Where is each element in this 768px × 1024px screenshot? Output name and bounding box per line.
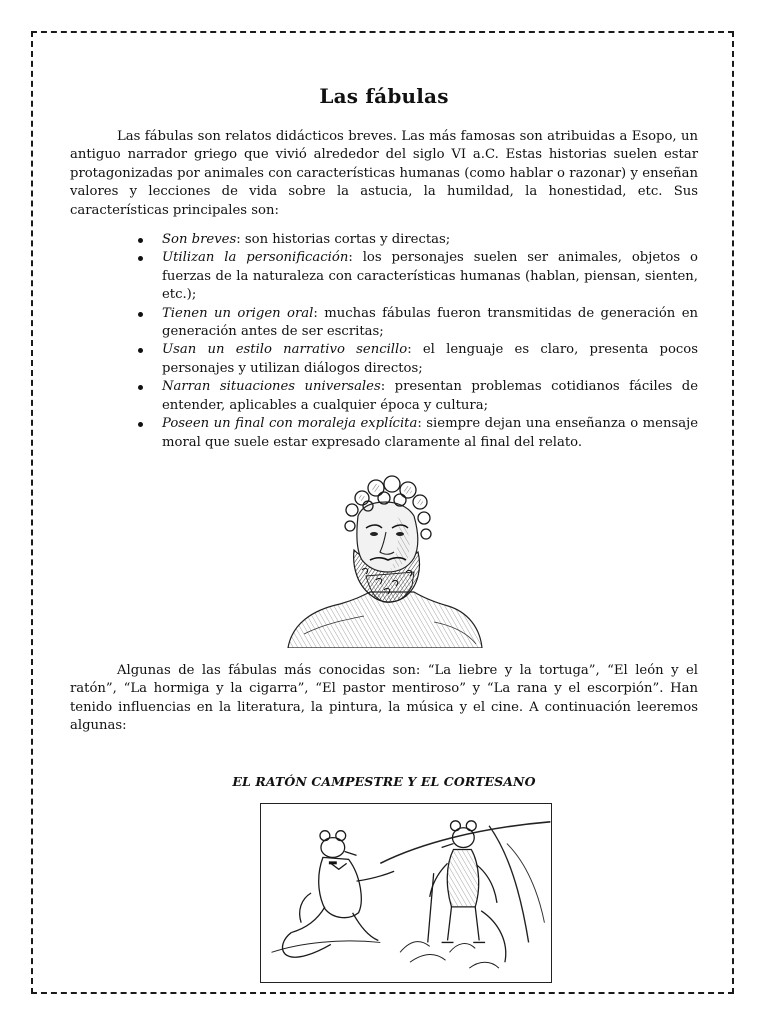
feature-term: Son breves (162, 232, 237, 248)
portrait-illustration (284, 464, 484, 648)
list-item (162, 378, 698, 415)
fable-title: EL RATÓN CAMPESTRE Y EL CORTESANO (232, 773, 536, 789)
feature-term: Tienen un origen oral (162, 305, 314, 321)
feature-term: Poseen un final con moraleja explícita (162, 416, 418, 432)
intro-paragraph: Las fábulas son relatos didácticos breves. Las más famosas son atribuidas a Esopo, un antiguo narrador griego que vivió alrededor del siglo VI a.C. Estas historias suelen estar protagonizadas por animales con características humanas (como hablar o razonar) y enseñan valores y lecciones de vida sobre la astucia, la humildad, la honestidad, etc. Sus características principales son: (70, 129, 698, 218)
feature-desc: : muchas fábulas fueron transmitidas de generación en generación antes de ser escritas; (162, 305, 698, 340)
list-item (162, 341, 698, 378)
feature-desc: : siempre dejan una enseñanza o mensaje moral que suele estar expresado claramente al final del relato. (162, 416, 698, 450)
feature-desc: : presentan problemas cotidianos fáciles de entender, aplicables a cualquier época y cultura; (162, 379, 699, 413)
feature-term: Narran situaciones universales (162, 379, 381, 395)
second-paragraph: Algunas de las fábulas más conocidas son: “La liebre y la tortuga”, “El león y el ratón”, “La hormiga y la cigarra”, “El pastor mentiroso” y “La rana y el escorpión”. Han tenido influencias en la literatura, la pintura, la música y el cine. A continuación leeremos algunas: (70, 662, 698, 734)
feature-term: Usan un estilo narrativo sencillo (162, 342, 408, 358)
fable-illustration (260, 803, 552, 983)
page-title: Las fábulas (319, 84, 449, 108)
list-item (162, 231, 698, 249)
feature-desc: : el lenguaje es claro, presenta pocos personajes y utilizan diálogos directos; (162, 342, 698, 376)
document-page (70, 84, 698, 983)
list-item (162, 249, 698, 304)
features-list (70, 231, 698, 452)
feature-desc: : son historias cortas y directas; (236, 232, 451, 248)
feature-desc: : los personajes suelen ser animales, objetos o fuerzas de la naturaleza con características humanas (hablan, piensan, sienten, etc.); (162, 250, 698, 303)
feature-term: Utilizan la personificación (162, 250, 349, 266)
list-item (162, 305, 698, 342)
list-item (162, 415, 698, 452)
